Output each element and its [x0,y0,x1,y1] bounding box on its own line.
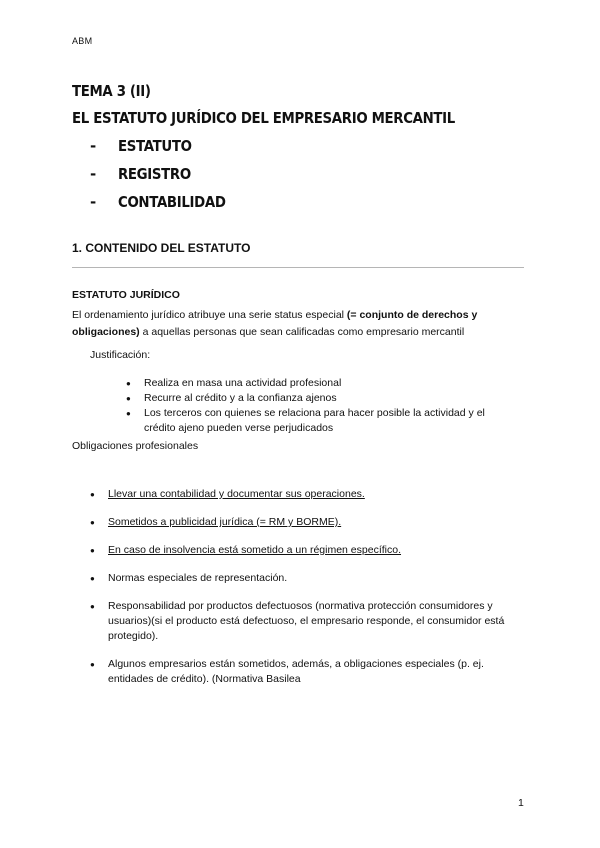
horizontal-divider [72,267,524,268]
list-item: ● Recurre al crédito y a la confianza ajenos [126,391,516,406]
subheading-estatuto-juridico: ESTATUTO JURÍDICO [72,289,180,301]
intro-paragraph [72,307,512,341]
list-item [90,543,520,558]
topic-list [72,132,542,216]
paragraph-text-end: a aquellas personas que sean calificadas como empresario mercantil [139,326,465,338]
topic-estatuto: ESTATUTO [118,137,192,155]
paragraph-text-start: El ordenamiento jurídico atribuye una serie status especial [72,309,347,321]
justification-list [126,376,516,436]
obligations-list [90,487,520,700]
list-item: ● Algunos empresarios están sometidos, además, a obligaciones especiales (p. ej. entidades de crédito). (Normativa Basilea [90,657,520,687]
justification-label: Justificación: [90,349,151,361]
topic-item [72,132,542,160]
paragraph-bold-text: (= conjunto de derechos y obligaciones) [72,309,478,338]
dash-marker: - [90,165,97,183]
page-number: 1 [518,797,524,809]
title-block [72,78,542,216]
underlined-text: Sometidos a publicidad jurídica (= RM y BORME). [108,516,342,528]
dash-marker: - [90,137,97,155]
list-item [90,487,520,502]
list-item: ● Responsabilidad por productos defectuosos (normativa protección consumidores y usuarios)(si el producto está defectuoso, el empresario responde, el consumidor está protegido). [90,599,520,644]
list-item: ● Los terceros con quienes se relaciona para hacer posible la actividad y el crédito ajeno pueden verse perjudicados [126,406,516,436]
document-header-label: ABM [72,36,93,46]
section-heading: 1. CONTENIDO DEL ESTATUTO [72,241,251,255]
chapter-title: TEMA 3 (II) [72,82,151,100]
topic-contabilidad: CONTABILIDAD [118,193,226,211]
underlined-text: En caso de insolvencia está sometido a un régimen específico. [108,544,402,556]
topic-item [72,188,542,216]
underlined-text: Llevar una contabilidad y documentar sus operaciones. [108,488,365,500]
list-item: ● Normas especiales de representación. [90,571,520,586]
list-item: ● Realiza en masa una actividad profesional [126,376,516,391]
obligations-label: Obligaciones profesionales [72,440,199,452]
dash-marker: - [90,193,97,211]
topic-item [72,160,542,188]
document-title: EL ESTATUTO JURÍDICO DEL EMPRESARIO MERCANTIL [72,109,455,127]
topic-registro: REGISTRO [118,165,191,183]
list-item [90,515,520,530]
